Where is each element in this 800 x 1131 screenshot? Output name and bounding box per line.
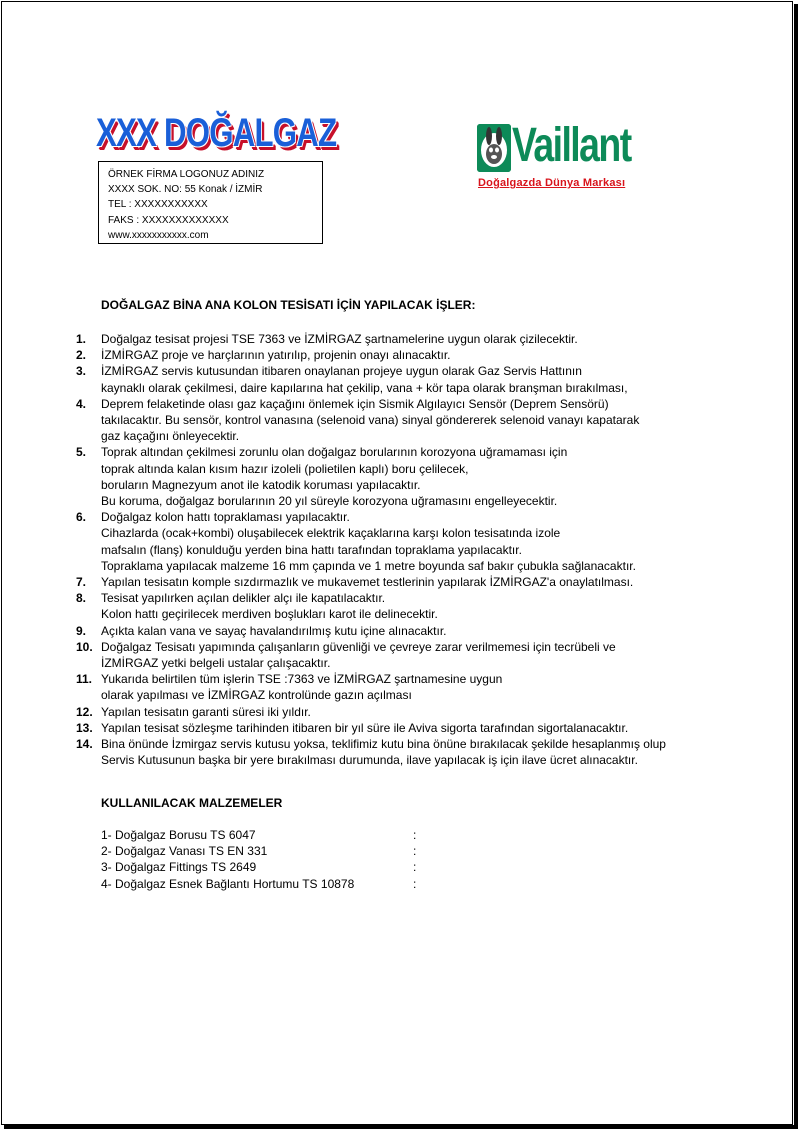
work-item-text: kaynaklı olarak çekilmesi, daire kapılarına hat çekilip, vana + kör tapa olarak branşman bırakılması, [101, 380, 628, 395]
material-separator: : [413, 876, 417, 891]
material-separator: : [413, 860, 417, 875]
work-item-text: İZMİRGAZ yetki belgeli ustalar çalışacaktır. [101, 656, 331, 671]
material-text: 4- Doğalgaz Esnek Bağlantı Hortumu TS 10878 [101, 876, 355, 891]
company-info-box [98, 161, 323, 244]
work-item-number: 7. [76, 575, 87, 590]
work-list [76, 331, 736, 768]
work-item [76, 704, 736, 720]
work-item-number: 10. [76, 639, 93, 654]
work-item [76, 623, 736, 639]
work-item-number: 14. [76, 737, 93, 752]
work-item-text: boruların Magnezyum anot ile katodik koruması yapılacaktır. [101, 477, 421, 492]
material-text: 2- Doğalgaz Vanası TS EN 331 [101, 844, 268, 859]
work-item-text: Yapılan tesisatın komple sızdırmazlık ve mukavemet testlerinin yapılarak İZMİRGAZ'a onaylatılması. [101, 575, 634, 590]
work-item-text: Yapılan tesisatın garanti süresi iki yıldır. [101, 704, 311, 719]
work-item-text: Cihazlarda (ocak+kombi) oluşabilecek elektrik kaçaklarına karşı kolon tesisatında izole [101, 526, 561, 541]
work-item-text: Açıkta kalan vana ve sayaç havalandırılmış kutu içine alınacaktır. [101, 623, 447, 638]
work-item-number: 2. [76, 348, 87, 363]
work-item-text: Yapılan tesisat sözleşme tarihinden itibaren bir yıl süre ile Aviva sigorta tarafından sigortalanacaktır. [101, 720, 629, 735]
work-item [76, 331, 736, 347]
material-text: 1- Doğalgaz Borusu TS 6047 [101, 828, 256, 842]
work-item-text: gaz kaçağını önleyecektir. [101, 429, 240, 444]
work-item-text: Kolon hattı geçirilecek merdiven boşlukları karot ile delinecektir. [101, 607, 438, 622]
work-item-text: Topraklama yapılacak malzeme 16 mm çapında ve 1 metre boyunda saf bakır çubukla sağlanacaktır. [101, 558, 636, 573]
work-item-number: 6. [76, 510, 87, 525]
work-item-number: 12. [76, 704, 93, 719]
material-item [101, 843, 431, 859]
work-item-number: 9. [76, 623, 87, 638]
work-item-text: Toprak altından çekilmesi zorunlu olan doğalgaz borularının korozyona uğramaması için [101, 445, 568, 460]
work-item-text: toprak altında kalan kısım hazır izoleli (polietilen kaplı) boru çelilecek, [101, 461, 469, 476]
work-item [76, 574, 736, 590]
work-item-text: İZMİRGAZ servis kutusundan itibaren onaylanan projeye uygun olarak Gaz Servis Hattının [101, 364, 582, 379]
work-item [76, 720, 736, 736]
company-website: www.xxxxxxxxxxx.com [108, 229, 209, 241]
work-item-text: olarak yapılması ve İZMİRGAZ kontrolünde gazın açılması [101, 688, 412, 703]
material-separator: : [413, 828, 417, 842]
company-fax: FAKS : XXXXXXXXXXXXX [108, 214, 229, 226]
work-item-number: 4. [76, 396, 87, 411]
company-logo: XXX DOĞALGAZ [96, 111, 337, 155]
work-item-number: 11. [76, 672, 93, 687]
work-item-text: mafsalın (flanş) konulduğu yerden bina hattı tarafından topraklama yapılacaktır. [101, 542, 522, 557]
vaillant-tagline: Doğalgazda Dünya Markası [478, 177, 626, 189]
work-item [76, 363, 736, 395]
company-name: ÖRNEK FİRMA LOGONUZ ADINIZ [108, 169, 265, 180]
work-item-text: Deprem felaketinde olası gaz kaçağını önlemek için Sismik Algılayıcı Sensör (Deprem Sensörü) [101, 396, 609, 411]
page-shadow-bottom [4, 1125, 798, 1129]
work-item-text: Doğalgaz tesisat projesi TSE 7363 ve İZMİRGAZ şartnamelerine uygun olarak çizilecektir. [101, 332, 578, 346]
materials-list [101, 827, 431, 892]
work-item-text: Bina önünde İzmirgaz servis kutusu yoksa, teklifimiz kutu bina önüne bırakılacak şekilde hesaplanmış olup [101, 737, 666, 752]
work-item [76, 509, 736, 574]
material-item [101, 876, 431, 892]
work-list-heading: DOĞALGAZ BİNA ANA KOLON TESİSATI İÇİN YAPILACAK İŞLER: [101, 298, 476, 312]
vaillant-wordmark: Vaillant [512, 119, 631, 172]
company-address: XXXX SOK. NO: 55 Konak / İZMİR [108, 184, 263, 196]
work-item [76, 736, 736, 768]
vaillant-logo [477, 119, 647, 178]
work-item-text: Yukarıda belirtilen tüm işlerin TSE :7363 ve İZMİRGAZ şartnamesine uygun [101, 672, 503, 687]
work-item-text: Bu koruma, doğalgaz borularının 20 yıl süreyle korozyona uğramasını engelleyecektir. [101, 494, 558, 509]
work-item-number: 8. [76, 591, 87, 606]
work-item [76, 396, 736, 445]
work-item-number: 5. [76, 445, 87, 460]
material-separator: : [413, 844, 417, 859]
work-item [76, 444, 736, 509]
company-phone: TEL : XXXXXXXXXXX [108, 199, 208, 211]
material-item [101, 859, 431, 875]
vaillant-rabbit-icon [477, 124, 511, 172]
work-item-text: Servis Kutusunun başka bir yere bırakılması durumunda, ilave yapılacak iş için ilave ücret alınacaktır. [101, 753, 638, 768]
work-item [76, 347, 736, 363]
work-item-text: Tesisat yapılırken açılan delikler alçı ile kapatılacaktır. [101, 591, 386, 606]
work-item [76, 639, 736, 671]
materials-heading: KULLANILACAK MALZEMELER [101, 796, 283, 810]
work-item-text: takılacaktır. Bu sensör, kontrol vanasına (selenoid vana) sinyal göndererek selenoid vanayı kapatarak [101, 413, 640, 428]
material-item [101, 827, 431, 843]
work-item-number: 3. [76, 364, 87, 379]
work-item-number: 1. [76, 332, 87, 346]
material-text: 3- Doğalgaz Fittings TS 2649 [101, 860, 257, 875]
work-item-text: Doğalgaz Tesisatı yapımında çalışanların güvenliği ve çevreye zarar verilmemesi için tecrübeli ve [101, 639, 616, 654]
work-item [76, 590, 736, 622]
page-shadow-right [794, 4, 798, 1128]
work-item [76, 671, 736, 703]
work-item-text: İZMİRGAZ proje ve harçlarının yatırılıp, projenin onayı alınacaktır. [101, 348, 451, 363]
work-item-number: 13. [76, 720, 93, 735]
work-item-text: Doğalgaz kolon hattı topraklaması yapılacaktır. [101, 510, 350, 525]
